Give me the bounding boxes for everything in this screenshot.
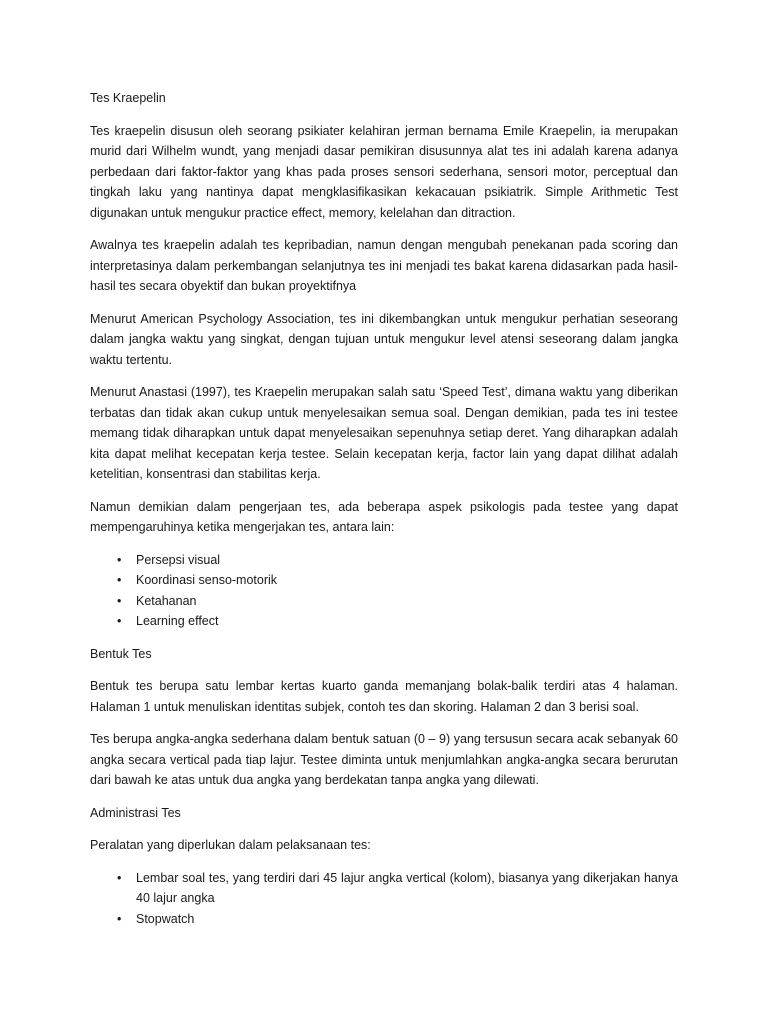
list-item-text: Learning effect [136, 614, 219, 628]
list-item-text: Ketahanan [136, 593, 197, 608]
list-item [90, 611, 678, 632]
bentuk-paragraph-2: Tes berupa angka-angka sederhana dalam bentuk satuan (0 – 9) yang tersusun secara acak sebanyak 60 angka secara vertical pada tiap lajur. Testee diminta untuk menjumlahkan angka-angka secara berurutan dari bawah ke atas untuk dua angka yang berdekatan tanpa angka yang dilewati. [90, 732, 678, 787]
list-item [90, 868, 678, 909]
administrasi-paragraph-1: Peralatan yang diperlukan dalam pelaksanaan tes: [90, 838, 371, 852]
document-title: Tes Kraepelin [90, 91, 166, 105]
bullet-icon: • [117, 870, 122, 885]
equipment-list [90, 868, 678, 930]
aspects-list [90, 550, 678, 632]
document-page [90, 88, 678, 941]
list-item-text: Lembar soal tes, yang terdiri dari 45 lajur angka vertical (kolom), biasanya yang dikerjakan hanya 40 lajur angka [136, 870, 678, 905]
bullet-icon: • [117, 552, 122, 567]
intro-paragraph-1: Tes kraepelin disusun oleh seorang psikiater kelahiran jerman bernama Emile Kraepelin, ia merupakan murid dari Wilhelm wundt, yang menjadi dasar pemikiran disusunnya alat tes ini adalah karena adanya perbedaan dari faktor-faktor yang khas pada proses sensori sederhana, sensori motor, perceptual dan tingkah laku yang nantinya dapat mengklasifikasikan kekacauan psikiatrik. Simple Arithmetic Test digunakan untuk mengukur practice effect, memory, kelelahan dan ditraction. [90, 123, 678, 220]
bullet-icon: • [117, 911, 122, 926]
intro-paragraph-3: Menurut American Psychology Association, tes ini dikembangkan untuk mengukur perhatian seseorang dalam jangka waktu yang singkat, dengan tujuan untuk mengukur level atensi seseorang dalam jangka waktu tertentu. [90, 311, 678, 367]
list-item-text: Koordinasi senso-motorik [136, 573, 278, 587]
list-item [90, 570, 678, 591]
bullet-icon: • [117, 593, 122, 608]
section-heading-bentuk: Bentuk Tes [90, 646, 152, 661]
list-item [90, 550, 678, 571]
section-heading-administrasi: Administrasi Tes [90, 805, 181, 820]
list-item [90, 909, 678, 930]
intro-paragraph-2: Awalnya tes kraepelin adalah tes kepribadian, namun dengan mengubah penekanan pada scoring dan interpretasinya dalam perkembangan selanjutnya tes ini menjadi tes bakat karena didasarkan pada hasil-hasil tes secara obyektif dan bukan proyektifnya [90, 238, 678, 293]
bullet-icon: • [117, 573, 122, 587]
list-item-text: Persepsi visual [136, 552, 221, 567]
list-item-text: Stopwatch [136, 911, 195, 926]
intro-paragraph-5: Namun demikian dalam pengerjaan tes, ada beberapa aspek psikologis pada testee yang dapat mempengaruhinya ketika mengerjakan tes, antara lain: [90, 499, 678, 534]
intro-paragraph-4: Menurut Anastasi (1997), tes Kraepelin merupakan salah satu ‘Speed Test’, dimana waktu yang diberikan terbatas dan tidak akan cukup untuk menyelesaikan semua soal. Dengan demikian, pada tes ini testee memang tidak diharapkan untuk dapat menyelesaikan sepenuhnya setiap deret. Yang diharapkan adalah kita dapat melihat kecepatan kerja testee. Selain kecepatan kerja, factor lain yang dapat dilihat adalah ketelitian, konsentrasi dan stabilitas kerja. [90, 385, 678, 481]
list-item [90, 591, 678, 612]
bullet-icon: • [117, 614, 122, 628]
bentuk-paragraph-1: Bentuk tes berupa satu lembar kertas kuarto ganda memanjang bolak-balik terdiri atas 4 halaman. Halaman 1 untuk menuliskan identitas subjek, contoh tes dan skoring. Halaman 2 dan 3 berisi soal. [90, 679, 678, 714]
